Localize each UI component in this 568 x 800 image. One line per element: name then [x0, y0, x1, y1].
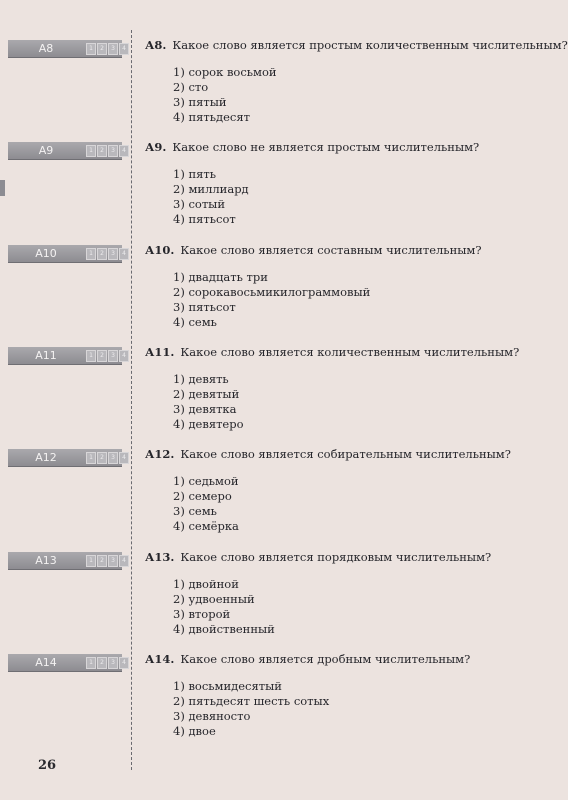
answer-option[interactable]: 4) девятеро [173, 417, 244, 431]
answer-option[interactable]: 3) сотый [173, 197, 226, 211]
answer-box[interactable]: 4 [119, 43, 129, 55]
answer-box[interactable]: 2 [97, 43, 107, 55]
answer-option[interactable]: 4) двойственный [173, 622, 275, 636]
answer-boxes [86, 452, 130, 464]
answer-box[interactable]: 4 [119, 555, 129, 567]
answer-box[interactable]: 2 [97, 452, 107, 464]
answer-boxes [86, 350, 130, 362]
answer-option[interactable]: 1) двадцать три [173, 270, 268, 284]
question-tag-label: А12 [35, 451, 57, 464]
question-number: А11. [145, 345, 175, 359]
question-text: Какое слово является простым количественным числительным? [172, 38, 568, 52]
answer-options [173, 167, 249, 227]
question-text-line [145, 140, 479, 154]
question-tag [8, 654, 126, 672]
answer-option[interactable]: 4) семёрка [173, 519, 239, 533]
answer-option[interactable]: 2) сто [173, 80, 209, 94]
question-text: Какое слово является порядковым числительным? [180, 550, 492, 564]
answer-option[interactable]: 1) сорок восьмой [173, 65, 277, 79]
question-text-line [145, 38, 568, 52]
answer-option[interactable]: 2) девятый [173, 387, 240, 401]
answer-option[interactable]: 1) восьмидесятый [173, 679, 282, 693]
answer-box[interactable]: 3 [108, 452, 118, 464]
question-text-line [145, 243, 482, 257]
question-tag [8, 142, 126, 160]
answer-option[interactable]: 4) пятьдесят [173, 110, 250, 124]
answer-options [173, 679, 329, 739]
answer-option[interactable]: 1) девять [173, 372, 229, 386]
edge-mark [0, 180, 5, 196]
answer-box[interactable]: 1 [86, 452, 96, 464]
answer-option[interactable]: 2) удвоенный [173, 592, 255, 606]
question-number: А14. [145, 652, 175, 666]
answer-box[interactable]: 4 [119, 145, 129, 157]
question-text: Какое слово не является простым числительным? [172, 140, 480, 154]
question-tag [8, 347, 126, 365]
answer-option[interactable]: 3) девятка [173, 402, 237, 416]
question-text: Какое слово является составным числительным? [180, 243, 482, 257]
answer-option[interactable]: 3) пятый [173, 95, 227, 109]
answer-option[interactable]: 3) второй [173, 607, 231, 621]
answer-option[interactable]: 2) семеро [173, 489, 232, 503]
answer-box[interactable]: 3 [108, 350, 118, 362]
answer-options [173, 474, 239, 534]
answer-options [173, 372, 244, 432]
answer-option[interactable]: 2) пятьдесят шесть сотых [173, 694, 330, 708]
answer-box[interactable]: 1 [86, 657, 96, 669]
answer-box[interactable]: 4 [119, 657, 129, 669]
question-text-line [145, 447, 511, 461]
answer-box[interactable]: 3 [108, 248, 118, 260]
dashed-cut-line [131, 30, 132, 770]
answer-option[interactable]: 1) седьмой [173, 474, 239, 488]
answer-option[interactable]: 2) сорокавосьмикилограммовый [173, 285, 371, 299]
question-number: А10. [145, 243, 175, 257]
answer-option[interactable]: 1) двойной [173, 577, 239, 591]
answer-boxes [86, 248, 130, 260]
answer-options [173, 577, 275, 637]
answer-box[interactable]: 1 [86, 555, 96, 567]
question-text-line [145, 652, 470, 666]
question-tag-label: А10 [35, 247, 57, 260]
question-tag-label: А13 [35, 554, 57, 567]
answer-box[interactable]: 4 [119, 350, 129, 362]
answer-boxes [86, 657, 130, 669]
question-number: А12. [145, 447, 175, 461]
question-tag-label: А9 [38, 144, 54, 157]
answer-option[interactable]: 3) пятьсот [173, 300, 236, 314]
answer-option[interactable]: 1) пять [173, 167, 217, 181]
question-text-line [145, 550, 491, 564]
answer-option[interactable]: 4) пятьсот [173, 212, 236, 226]
answer-box[interactable]: 3 [108, 555, 118, 567]
question-text: Какое слово является собирательным числительным? [180, 447, 511, 461]
answer-box[interactable]: 4 [119, 248, 129, 260]
question-number: А13. [145, 550, 175, 564]
answer-box[interactable]: 3 [108, 145, 118, 157]
answer-box[interactable]: 1 [86, 43, 96, 55]
question-number: А9. [145, 140, 167, 154]
answer-box[interactable]: 1 [86, 350, 96, 362]
question-tag-label: А8 [38, 42, 54, 55]
question-number: А8. [145, 38, 167, 52]
answer-box[interactable]: 2 [97, 145, 107, 157]
question-tag-label: А11 [35, 349, 57, 362]
question-text: Какое слово является количественным числительным? [180, 345, 520, 359]
answer-option[interactable]: 2) миллиард [173, 182, 249, 196]
page-number: 26 [38, 758, 57, 773]
answer-box[interactable]: 2 [97, 555, 107, 567]
answer-option[interactable]: 4) семь [173, 315, 217, 329]
answer-boxes [86, 145, 130, 157]
answer-box[interactable]: 1 [86, 248, 96, 260]
answer-box[interactable]: 2 [97, 248, 107, 260]
answer-options [173, 65, 277, 125]
answer-boxes [86, 43, 130, 55]
question-tag-label: А14 [35, 656, 57, 669]
answer-option[interactable]: 3) семь [173, 504, 217, 518]
answer-option[interactable]: 4) двое [173, 724, 216, 738]
question-tag [8, 40, 126, 58]
question-tag [8, 245, 126, 263]
answer-box[interactable]: 1 [86, 145, 96, 157]
question-tag [8, 449, 126, 467]
answer-option[interactable]: 3) девяносто [173, 709, 251, 723]
question-text-line [145, 345, 519, 359]
answer-box[interactable]: 2 [97, 350, 107, 362]
answer-box[interactable]: 2 [97, 657, 107, 669]
question-text: Какое слово является дробным числительным? [180, 652, 471, 666]
answer-box[interactable]: 3 [108, 657, 118, 669]
answer-options [173, 270, 370, 330]
answer-boxes [86, 555, 130, 567]
question-tag [8, 552, 126, 570]
answer-box[interactable]: 4 [119, 452, 129, 464]
answer-box[interactable]: 3 [108, 43, 118, 55]
